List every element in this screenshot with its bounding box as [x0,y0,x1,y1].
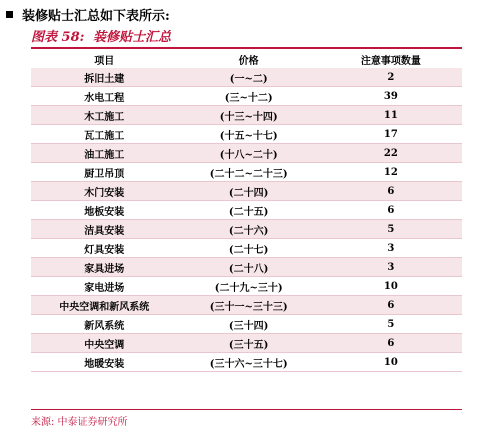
cell-count: 17 [320,125,462,144]
table-row [31,258,462,277]
table-row [31,239,462,258]
cell-item: 水电工程 [31,87,178,106]
cell-count: 22 [320,144,462,163]
table-row [31,277,462,296]
cell-price: (二十二~二十三) [178,163,320,182]
table-row [31,182,462,201]
square-bullet-icon [6,11,13,18]
section-heading-text: 装修贴士汇总如下表所示: [22,8,170,24]
cell-item: 新风系统 [31,315,178,334]
cell-count: 3 [320,239,462,258]
cell-price: (二十六) [178,220,320,239]
tips-table-container [31,51,462,372]
cell-item: 油工施工 [31,144,178,163]
cell-item: 地暖安装 [31,353,178,372]
cell-count: 6 [320,296,462,315]
table-row [31,106,462,125]
cell-price: (三十四) [178,315,320,334]
table-bottom-rule [31,409,462,410]
cell-count: 10 [320,353,462,372]
cell-item: 拆旧土建 [31,68,178,87]
cell-item: 家电进场 [31,277,178,296]
cell-price: (二十四) [178,182,320,201]
cell-price: (二十九~三十) [178,277,320,296]
cell-count: 12 [320,163,462,182]
cell-price: (十三~十四) [178,106,320,125]
table-row [31,68,462,87]
table-row [31,220,462,239]
cell-price: (十八~二十) [178,144,320,163]
cell-item: 瓦工施工 [31,125,178,144]
cell-price: (一~二) [178,68,320,87]
table-row [31,163,462,182]
cell-price: (二十七) [178,239,320,258]
cell-count: 5 [320,315,462,334]
column-header-item: 项目 [94,56,115,67]
cell-count: 6 [320,201,462,220]
tips-table [31,51,462,372]
cell-price: (三~十二) [178,87,320,106]
cell-price: (十五~十七) [178,125,320,144]
cell-item: 灯具安装 [31,239,178,258]
source-note: 来源: 中泰证券研究所 [31,417,128,428]
table-row [31,296,462,315]
cell-count: 6 [320,182,462,201]
figure-title-rule [31,47,462,49]
cell-count: 10 [320,277,462,296]
section-heading [6,3,170,25]
table-row [31,144,462,163]
table-header-row [31,51,462,68]
column-header-count: 注意事项数量 [360,56,421,67]
cell-price: (三十五) [178,334,320,353]
cell-item: 厨卫吊顶 [31,163,178,182]
table-row [31,353,462,372]
table-row [31,87,462,106]
cell-item: 地板安装 [31,201,178,220]
cell-count: 39 [320,87,462,106]
cell-item: 木工施工 [31,106,178,125]
cell-item: 中央空调 [31,334,178,353]
figure-number: 图表 58: [31,30,85,45]
figure-title [31,29,462,47]
cell-price: (二十五) [178,201,320,220]
column-header-price: 价格 [238,56,259,67]
cell-item: 家具进场 [31,258,178,277]
cell-item: 洁具安装 [31,220,178,239]
table-row [31,125,462,144]
table-row [31,201,462,220]
cell-price: (三十六~三十七) [178,353,320,372]
cell-item: 木门安装 [31,182,178,201]
table-row [31,315,462,334]
cell-price: (三十一~三十三) [178,296,320,315]
cell-item: 中央空调和新风系统 [31,296,178,315]
cell-count: 6 [320,334,462,353]
figure-title-text: 装修贴士汇总 [92,30,171,45]
cell-count: 3 [320,258,462,277]
cell-count: 2 [320,68,462,87]
cell-count: 11 [320,106,462,125]
cell-price: (二十八) [178,258,320,277]
table-row [31,334,462,353]
cell-count: 5 [320,220,462,239]
